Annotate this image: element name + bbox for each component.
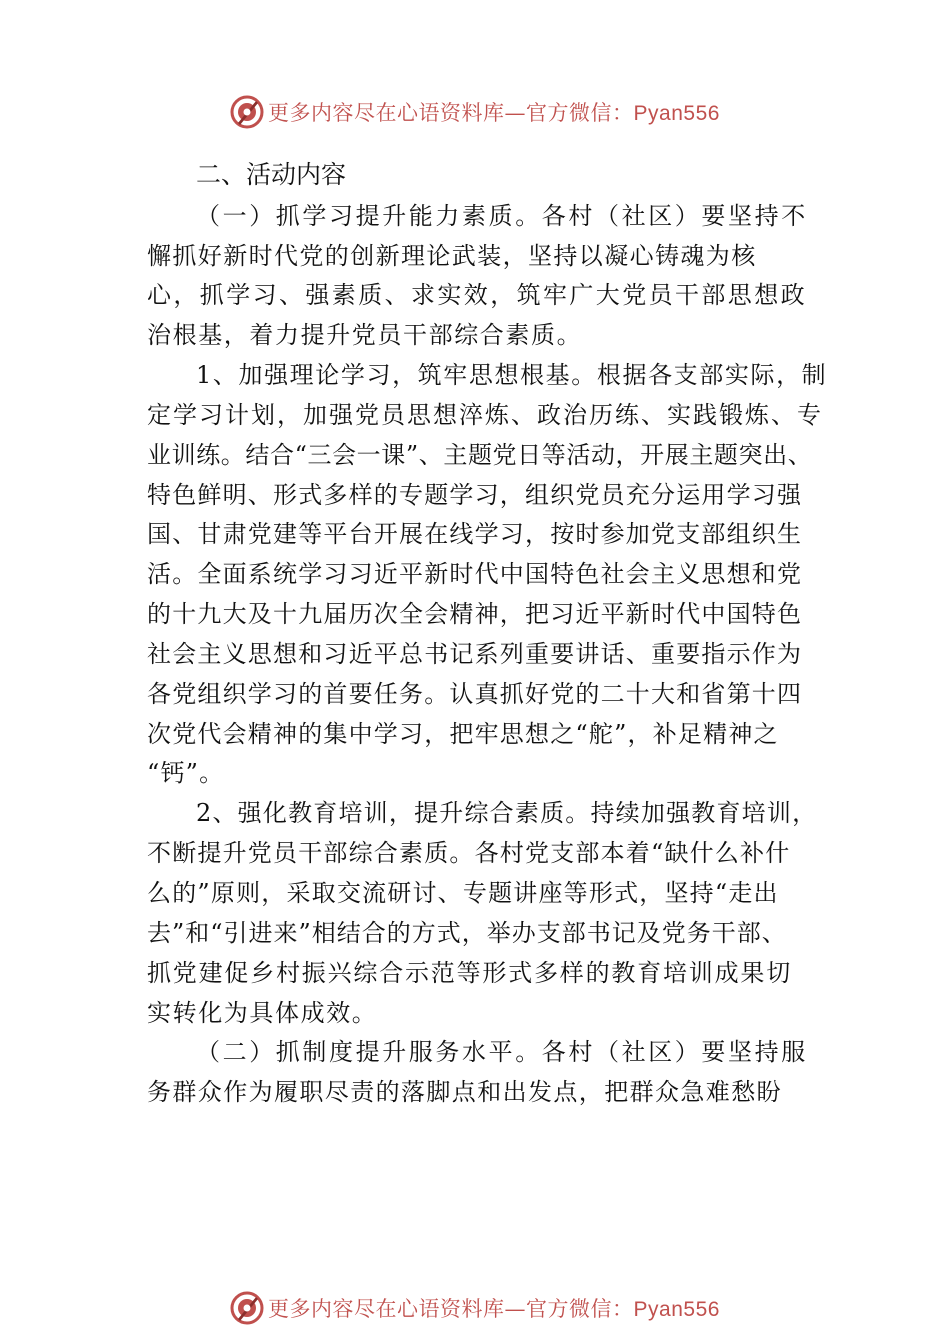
watermark-wechat-handle: Pyan556	[633, 1298, 720, 1321]
paragraph-line: 治根基，着力提升党员干部综合素质。	[147, 321, 583, 349]
paragraph-line: 定学习计划，加强党员思想淬炼、政治历练、实践锻炼、专	[147, 401, 823, 429]
watermark-wechat-label: 官方微信：	[526, 1297, 634, 1321]
paragraph-line: 业训练。结合“三会一课”、主题党日等活动，开展主题突出、	[147, 441, 813, 469]
paragraph-line: 心，抓学习、强素质、求实效，筑牢广大党员干部思想政	[147, 281, 807, 309]
quill-seal-logo-icon	[230, 1291, 264, 1325]
paragraph-line: 次党代会精神的集中学习，把牢思想之“舵”，补足精神之	[147, 720, 779, 748]
paragraph-line: 各党组织学习的首要任务。认真抓好党的二十大和省第十四	[147, 680, 803, 708]
paragraph-line: 的十九大及十九届历次全会精神，把习近平新时代中国特色	[147, 600, 803, 628]
paragraph-line: 特色鲜明、形式多样的专题学习，组织党员充分运用学习强	[147, 481, 803, 509]
watermark-text	[268, 1293, 720, 1323]
watermark-dash: —	[504, 101, 527, 125]
paragraph-line: 务群众作为履职尽责的落脚点和出发点，把群众急难愁盼	[147, 1078, 782, 1106]
paragraph-line: 2、强化教育培训，提升综合素质。持续加强教育培训，	[196, 799, 818, 827]
paragraph-line: 抓党建促乡村振兴综合示范等形式多样的教育培训成果切	[147, 959, 792, 987]
paragraph-line: 去”和“引进来”相结合的方式，举办支部书记及党务干部、	[147, 919, 787, 947]
paragraph-line: 社会主义思想和习近平总书记系列重要讲话、重要指示作为	[147, 640, 803, 668]
watermark-main-text: 更多内容尽在心语资料库	[268, 1297, 505, 1321]
paragraph-line: 么的”原则，采取交流研讨、专题讲座等形式，坚持“走出	[147, 879, 779, 907]
watermark-wechat-label: 官方微信：	[526, 101, 634, 125]
paragraph-line: “钙”。	[147, 759, 225, 787]
paragraph-line: 实转化为具体成效。	[147, 999, 378, 1027]
paragraph-line: 国、甘肃党建等平台开展在线学习，按时参加党支部组织生	[147, 520, 803, 548]
paragraph-line: 不断提升党员干部综合素质。各村党支部本着“缺什么补什	[147, 839, 791, 867]
paragraph-line: 活。全面系统学习习近平新时代中国特色社会主义思想和党	[147, 560, 803, 588]
section-heading: 二、活动内容	[196, 160, 347, 189]
watermark-main-text: 更多内容尽在心语资料库	[268, 101, 505, 125]
paragraph-line: （二）抓制度提升服务水平。各村（社区）要坚持服	[196, 1038, 808, 1066]
paragraph-line: 懈抓好新时代党的创新理论武装，坚持以凝心铸魂为核	[147, 242, 757, 270]
watermark-dash: —	[504, 1297, 527, 1321]
paragraph-line: （一）抓学习提升能力素质。各村（社区）要坚持不	[196, 202, 808, 230]
footer-watermark-banner	[0, 1288, 950, 1328]
watermark-wechat-handle: Pyan556	[633, 102, 720, 125]
paragraph-line: 1、加强理论学习，筑牢思想根基。根据各支部实际，制	[196, 361, 828, 389]
